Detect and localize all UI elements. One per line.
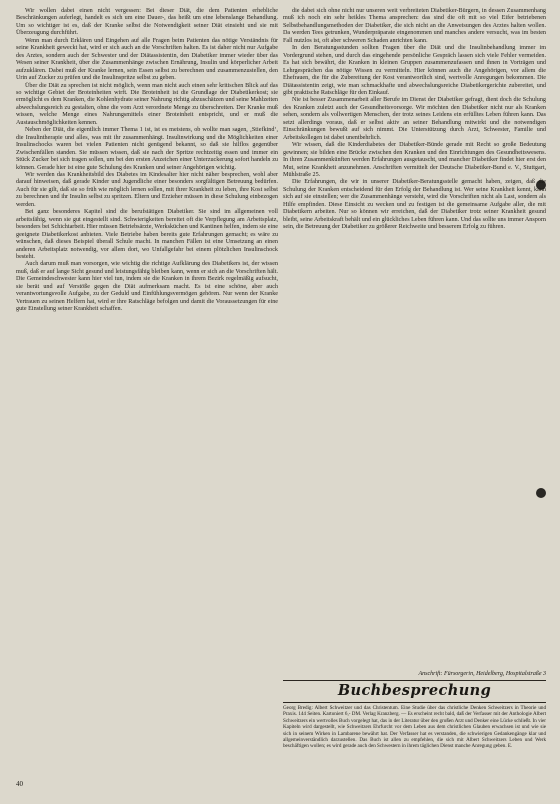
right-text-column [283, 8, 546, 232]
section-heading: Buchbesprechung [337, 682, 492, 699]
paragraph: Die Erfahrungen, die wir in unserer Diabetiker-Beratungsstelle gemacht haben, zeigen, daß die Schulung der Kranken entscheidend für den Erfolg der Behandlung ist. Wer seine Krankheit kennt, kann sich auf sie einstellen; wer die Zusammenhänge versteht, wird die Vorschriften nicht als Last, sondern als Hilfe empfinden. Diese Einsicht zu wecken und zu festigen ist die gemeinsame Aufgabe aller, die mit Diabetikern arbeiten. Nur so können wir erreichen, daß der Diabetiker trotz seiner Krankheit gesund bleibt, seine Arbeitskraft behält und ein glückliches Leben führen kann. Und das sollte uns immer Ansporn sein, die Betreuung der Diabetiker zu größerer Reichweite und besserem Erfolg zu führen. [283, 179, 546, 231]
binder-hole-icon [536, 488, 546, 498]
paragraph: Bei ganz besonderes Kapitel sind die berufstätigen Diabetiker. Sie sind im allgemeinen voll arbeitsfähig, wenn sie gut eingestellt sind. Schwierigkeiten bereitet oft die Verpflegung am Arbeitsplatz, besonders bei Schichtarbeit. Hier müssen Betriebsärzte, Werksküchen und Kantinen helfen, indem sie eine geeignete Diabetikerkost anbieten. Viele Betriebe haben bereits gute Erfahrungen gemacht; es wäre zu wünschen, daß dieses Beispiel überall Schule macht. In manchen Fällen ist eine Umsetzung an einen anderen Arbeitsplatz notwendig, vor allem dort, wo Unfallgefahr bei einem plötzlichen Insulinschock besteht. [16, 209, 278, 260]
paragraph: Wir wollen dabei einen nicht vergessen: Bei dieser Diät, die dem Patienten erhebliche Beschränkungen auferlegt, handelt es sich um eine Dauer-, das heißt um eine lebenslange Behandlung. Um so wichtiger ist es, daß der Kranke selbst die Notwendigkeit seiner Diät einsieht und sie mit Überzeugung durchführt. [16, 8, 278, 37]
author-address: Anschrift: Fürsorgerin, Heidelberg, Hospitalstraße 3 [418, 671, 546, 677]
section-divider [283, 702, 546, 703]
paragraph: In den Beratungsstunden sollten Fragen über die Diät und die Insulinbehandlung immer im Vordergrund stehen, und durch das eingehende persönliche Gespräch lassen sich viele Fehler vermeiden. Es hat sich bewährt, die Kranken in kleinen Gruppen zusammenzufassen und ihnen in Vorträgen und Lehrgesprächen das nötige Wissen zu vermitteln. Hier können auch die Angehörigen, vor allem die Ehefrauen, die für die Zubereitung der Kost verantwortlich sind, wertvolle Anregungen bekommen. Die Diätassistentin zeigt, wie man schmackhafte und abwechslungsreiche Diabetikergerichte zubereitet, und gibt praktische Ratschläge für den Einkauf. [283, 45, 546, 96]
review-signature: E. [507, 743, 513, 750]
section-divider [283, 680, 546, 681]
paragraph: Nie ist besser Zusammenarbeit aller Berufe im Dienst der Diabetiker gefragt, dient doch die Schulung des Kranken zuletzt auch der Gesundheitsvorsorge. Wir möchten den Diabetiker nicht nur als Kranken sehen, sondern als vollwertigen Menschen, der trotz seines Leidens ein erfülltes Leben führen kann. Das setzt allerdings voraus, daß er selbst aktiv an seiner Behandlung mitwirkt und die notwendigen Einschränkungen bewußt auf sich nimmt. Die Unterstützung durch Arzt, Schwester, Familie und Arbeitskollegen ist dabei unentbehrlich. [283, 97, 546, 141]
paragraph: Wenn man durch Erklären und Eingehen auf alle Fragen beim Patienten das nötige Verständnis für seine Krankheit geweckt hat, wird er sich auch an die Vorschriften halten. Es ist daher nicht nur Aufgabe des Arztes, sondern auch der Schwester und der Diätassistentin, den Diabetiker immer wieder über das Wesen seiner Krankheit, über die Zusammenhänge zwischen Ernährung, Insulin und körperlicher Arbeit aufzuklären. Dabei muß der Kranke lernen, sein Essen selbst zu berechnen und zusammenzustellen, den Urin auf Zucker zu prüfen und die Insulinspritze selbst zu geben. [16, 37, 278, 82]
paragraph: Neben der Diät, die eigentlich immer Thema 1 ist, ist es meistens, ob wollte man sagen, ‚Stiefkind‘, die Insulintherapie und alles, was mit ihr zusammenhängt. Insulinwirkung und die Möglichkeiten einer Insulinschocks waren bei vielen Patienten nicht genügend bekannt, so daß sie hilflos gegenüber Zwischenfällen standen. Sie müssen wissen, daß sie nach der Spritze rechtzeitig essen und immer ein Stück Zucker bei sich tragen sollen, um bei den ersten Anzeichen einer Unterzuckerung sofort handeln zu können. Gerade hier ist eine gute Schulung des Kranken und seiner Angehörigen wichtig. [16, 127, 278, 171]
book-review [283, 705, 546, 750]
review-text: Georg Bredig: Albert Schweitzer und das Christentum. Eine Studie über das christliche Denken Schweitzers in Theorie und Praxis. 144 Seiten. Kartoniert 6,- DM. Verlag Kranzberg. — Es erscheint recht bald, daß der Verfasser mit der Anthologie Albert Schweitzers ein wertvolles Buch vorgelegt hat, das in der Literatur über den großen Arzt und Denker eine Lücke schließt. In vier Kapiteln wird dargestellt, wie Schweitzers Ehrfurcht vor dem Leben aus dem christlichen Glauben erwachsen ist und wie sie sich in seinem Wirken in Lambarene bewährt hat. Der Verfasser hat es verstanden, die schwierigen Gedankengänge klar und allgemeinverständlich darzustellen. Das Buch ist allen zu empfehlen, die sich mit Albert Schweitzers Leben und Werk beschäftigen wollen; es wird gerade auch den Schwestern in ihrem täglichen Dienst manche Anregung geben. [283, 705, 546, 750]
paragraph: Auch darum muß man vorsorgen, wie wichtig die richtige Aufklärung des Diabetikers ist, der wissen muß, daß er auf lange Sicht gesund und leistungsfähig bleiben kann, wenn er sich an die Vorschriften hält. Die Gemeindeschwester kann hier viel tun, indem sie die Kranken in ihrem Bezirk regelmäßig aufsucht, sie berät und auf Verstöße gegen die Diät aufmerksam macht. Es ist eine schöne, aber auch verantwortungsvolle Aufgabe, zu der Geduld und Einfühlungsvermögen gehören. Nur wenn der Kranke Vertrauen zu seinen Helfern hat, wird er ihre Ratschläge befolgen und damit die Voraussetzungen für eine gute Einstellung seiner Krankheit schaffen. [16, 261, 278, 313]
paragraph: Wir werden das Krankheitsbild des Diabetes im Kindesalter hier nicht näher besprechen, wohl aber darauf hinweisen, daß gerade Kinder und Jugendliche einer besonders sorgfältigen Betreuung bedürfen. Auch für sie gilt, daß sie so früh wie möglich lernen sollen, mit ihrer Krankheit zu leben, ihre Kost selbst zu berechnen und ihr Insulin selbst zu spritzen. Eltern und Erzieher müssen in diese Schulung einbezogen werden. [16, 171, 278, 208]
paragraph: die dabei sich ohne nicht nur unseren weit verbreiteten Diabetiker-Bürgern, in dessen Zusammenhang muß ich noch ein sehr heikles Thema ansprechen: das sind die oft mit so viel Eifer betriebenen Selbstbehandlungsmethoden der Diabetiker, die sich nicht an die Anweisungen des Arztes halten wollen. Da werden Tees getrunken, Wunderpräparate eingenommen und manches andere versucht, was im besten Fall nutzlos ist, oft aber schweren Schaden anrichten kann. [283, 8, 546, 44]
paragraph: Über die Diät zu sprechen ist nicht möglich, wenn man nicht auch einen sehr kritischen Blick auf das so wichtige Gebiet der Broteinheiten wirft. Die Broteinheit ist die Grundlage der Diabetikerkost; sie ermöglicht es dem Kranken, die Kohlenhydrate seiner Nahrung richtig abzuschätzen und seine Mahlzeiten abwechslungsreich zu gestalten, ohne die vom Arzt verordnete Menge zu überschreiten. Der Kranke muß wissen, welche Menge eines Nahrungsmittels einer Broteinheit entspricht, und er muß die Austauschmöglichkeiten kennen. [16, 82, 278, 126]
left-text-column [16, 8, 278, 314]
page-number: 40 [16, 780, 23, 788]
paragraph: Wir wissen, daß die Kinderdiabetes der Diabetiker-Bünde gerade mit Recht so große Bedeutung gewinnen; sie bilden eine Brücke zwischen den Kranken und den Einrichtungen des Gesundheitswesens. In ihren Zusammenkünften werden Erfahrungen ausgetauscht, und mancher Diabetiker findet hier erst den Mut, seine Krankheit anzunehmen. Anschriften vermittelt der Deutsche Diabetiker-Bund e. V., Stuttgart, Mühlstraße 25. [283, 142, 546, 178]
